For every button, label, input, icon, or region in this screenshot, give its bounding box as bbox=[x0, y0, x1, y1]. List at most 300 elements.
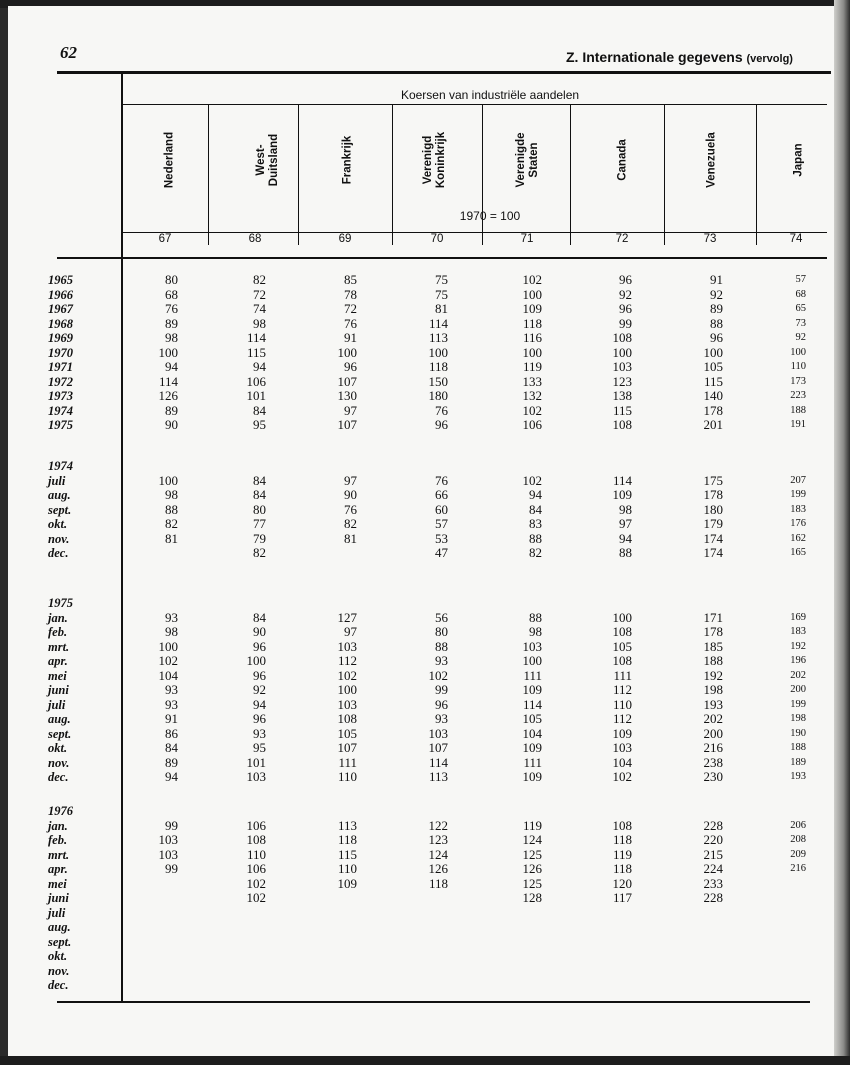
table-cell: 107 bbox=[337, 740, 357, 755]
table-cell: 233 bbox=[703, 875, 723, 891]
table-cell: 96 bbox=[435, 696, 448, 712]
table-cell: 80 bbox=[165, 272, 178, 287]
table-cell: 125 bbox=[522, 846, 542, 862]
table-cell: 109 bbox=[522, 740, 542, 755]
table-cell: 101 bbox=[246, 388, 266, 403]
row-label: 1976 bbox=[48, 804, 73, 818]
table-cell bbox=[766, 949, 806, 964]
table-cell: 162 bbox=[790, 532, 806, 544]
table-cell: 174 bbox=[703, 530, 723, 546]
table-cell: 100 bbox=[612, 344, 632, 360]
table-cell: 93 bbox=[253, 725, 266, 741]
rule-col-2 bbox=[298, 105, 299, 245]
table-cell: 116 bbox=[522, 330, 542, 345]
table-cell bbox=[683, 804, 723, 819]
table-cell bbox=[502, 920, 542, 935]
table-cell: 193 bbox=[790, 771, 806, 782]
table-cell: 126 bbox=[522, 861, 542, 876]
table-cell: 114 bbox=[612, 472, 632, 488]
row-label: sept. bbox=[48, 934, 72, 949]
table-cell: 114 bbox=[246, 330, 266, 345]
table-cell: 228 bbox=[703, 890, 723, 905]
table-cell: 202 bbox=[703, 711, 723, 726]
row-label: 1970 bbox=[48, 345, 73, 360]
table-cell bbox=[408, 596, 448, 611]
table-cell: 94 bbox=[165, 769, 178, 784]
table-cell: 118 bbox=[612, 832, 632, 847]
table-cell: 178 bbox=[703, 402, 723, 418]
table-cell: 103 bbox=[612, 359, 632, 374]
table-cell: 89 bbox=[165, 315, 178, 331]
table-cell bbox=[317, 935, 357, 950]
row-label: 1971 bbox=[48, 360, 73, 374]
table-cell: 115 bbox=[703, 373, 723, 389]
table-cell: 93 bbox=[435, 653, 448, 668]
table-cell: 83 bbox=[529, 516, 542, 531]
table-cell: 88 bbox=[435, 638, 448, 654]
table-cell: 206 bbox=[790, 819, 806, 831]
table-cell: 124 bbox=[428, 846, 448, 862]
table-cell bbox=[138, 891, 178, 906]
table-cell: 102 bbox=[522, 472, 542, 488]
table-cell: 238 bbox=[703, 754, 723, 770]
row-label: dec. bbox=[48, 978, 69, 992]
table-cell bbox=[592, 920, 632, 935]
table-cell: 110 bbox=[337, 861, 357, 876]
table-cell: 99 bbox=[619, 315, 632, 331]
table-cell bbox=[592, 964, 632, 979]
table-cell: 93 bbox=[165, 696, 178, 712]
table-cell: 103 bbox=[428, 725, 448, 741]
table-cell: 88 bbox=[529, 530, 542, 546]
table-cell: 104 bbox=[158, 667, 178, 683]
table-cell: 96 bbox=[710, 330, 723, 345]
table-cell bbox=[766, 964, 806, 979]
table-cell: 114 bbox=[158, 373, 178, 389]
table-cell: 208 bbox=[790, 834, 806, 845]
table-cell bbox=[226, 935, 266, 950]
table-cell: 113 bbox=[428, 330, 448, 345]
table-cell: 106 bbox=[246, 817, 266, 833]
table-cell bbox=[502, 949, 542, 964]
table-cell: 209 bbox=[790, 848, 806, 860]
rule-header-bottom bbox=[57, 257, 827, 259]
table-cell: 108 bbox=[612, 624, 632, 639]
value-column bbox=[592, 804, 632, 993]
table-cell: 98 bbox=[165, 624, 178, 639]
table-cell: 185 bbox=[703, 638, 723, 654]
table-cell bbox=[226, 906, 266, 921]
table-cell: 100 bbox=[158, 344, 178, 360]
table-cell: 92 bbox=[253, 682, 266, 697]
group-header: Koersen van industriële aandelen bbox=[400, 88, 580, 102]
table-cell: 100 bbox=[158, 638, 178, 654]
table-cell: 82 bbox=[253, 272, 266, 287]
col-header-verenigd-koninkrijk: Verenigd Koninkrijk bbox=[422, 131, 447, 189]
table-cell: 109 bbox=[337, 875, 357, 891]
table-cell: 103 bbox=[246, 769, 266, 784]
table-cell: 76 bbox=[435, 402, 448, 418]
row-label: dec. bbox=[48, 546, 69, 560]
row-label: 1973 bbox=[48, 389, 73, 403]
table-cell: 112 bbox=[612, 682, 632, 697]
table-cell: 72 bbox=[253, 286, 266, 302]
row-label: juli bbox=[48, 905, 66, 920]
col-number: 69 bbox=[338, 233, 352, 245]
table-cell bbox=[502, 935, 542, 950]
table-cell: 102 bbox=[522, 402, 542, 418]
col-header-west-duitsland: West-Duitsland bbox=[255, 133, 280, 187]
row-label: juni bbox=[48, 683, 69, 697]
row-label: dec. bbox=[48, 770, 69, 784]
table-cell bbox=[138, 596, 178, 611]
col-header-nederland: Nederland bbox=[163, 131, 176, 189]
table-cell: 124 bbox=[522, 832, 542, 847]
table-cell: 100 bbox=[337, 344, 357, 360]
table-cell: 108 bbox=[612, 653, 632, 668]
table-cell bbox=[592, 935, 632, 950]
table-cell bbox=[683, 906, 723, 921]
table-cell bbox=[408, 978, 448, 993]
table-cell bbox=[408, 906, 448, 921]
table-cell: 97 bbox=[619, 516, 632, 531]
table-cell: 114 bbox=[522, 696, 542, 712]
table-cell: 82 bbox=[165, 516, 178, 531]
table-cell: 66 bbox=[435, 487, 448, 502]
row-labels bbox=[48, 459, 113, 561]
table-cell bbox=[502, 964, 542, 979]
table-cell: 76 bbox=[344, 501, 357, 517]
table-cell: 175 bbox=[703, 472, 723, 488]
table-cell: 93 bbox=[165, 682, 178, 697]
value-column bbox=[592, 273, 632, 433]
table-cell: 96 bbox=[619, 272, 632, 287]
table-cell: 114 bbox=[428, 754, 448, 770]
col-number: 68 bbox=[248, 233, 262, 245]
table-cell bbox=[226, 920, 266, 935]
table-cell: 95 bbox=[253, 417, 266, 432]
row-label: jan. bbox=[48, 818, 68, 833]
table-cell: 68 bbox=[795, 288, 806, 300]
table-cell: 178 bbox=[703, 487, 723, 502]
row-label: 1974 bbox=[48, 403, 73, 418]
table-cell: 199 bbox=[790, 698, 806, 710]
table-cell: 107 bbox=[337, 417, 357, 432]
table-cell bbox=[408, 949, 448, 964]
table-cell: 173 bbox=[790, 375, 806, 387]
table-cell: 98 bbox=[165, 487, 178, 502]
table-cell: 90 bbox=[344, 487, 357, 502]
value-column bbox=[766, 273, 806, 433]
table-cell: 100 bbox=[703, 344, 723, 360]
table-cell bbox=[408, 920, 448, 935]
scan-right-edge bbox=[834, 0, 850, 1065]
table-cell: 104 bbox=[522, 725, 542, 741]
table-cell bbox=[138, 949, 178, 964]
table-cell bbox=[138, 877, 178, 892]
table-cell bbox=[226, 949, 266, 964]
table-cell: 92 bbox=[795, 332, 806, 343]
table-cell bbox=[683, 459, 723, 474]
table-cell: 78 bbox=[344, 286, 357, 302]
table-cell bbox=[683, 935, 723, 950]
value-column bbox=[502, 459, 542, 561]
table-cell: 109 bbox=[612, 725, 632, 741]
rule-col-4 bbox=[482, 105, 483, 245]
table-cell: 96 bbox=[619, 301, 632, 316]
row-label: nov. bbox=[48, 963, 70, 978]
col-number: 72 bbox=[615, 233, 629, 245]
table-cell: 198 bbox=[703, 682, 723, 697]
table-cell: 119 bbox=[522, 817, 542, 833]
table-cell bbox=[592, 459, 632, 474]
table-cell bbox=[502, 906, 542, 921]
table-cell: 108 bbox=[612, 417, 632, 432]
row-label: aug. bbox=[48, 712, 71, 726]
table-cell: 97 bbox=[344, 624, 357, 639]
table-cell: 169 bbox=[790, 611, 806, 623]
table-cell: 103 bbox=[612, 740, 632, 755]
table-cell bbox=[683, 596, 723, 611]
table-cell: 95 bbox=[253, 740, 266, 755]
row-label: aug. bbox=[48, 920, 71, 934]
row-label: 1965 bbox=[48, 273, 73, 287]
table-cell: 200 bbox=[790, 684, 806, 695]
row-label: juni bbox=[48, 891, 69, 905]
table-cell: 176 bbox=[790, 518, 806, 529]
table-cell: 82 bbox=[253, 545, 266, 560]
table-cell: 127 bbox=[337, 609, 357, 625]
value-column bbox=[683, 273, 723, 433]
table-cell: 108 bbox=[337, 711, 357, 726]
table-cell: 100 bbox=[522, 286, 542, 302]
table-cell: 100 bbox=[246, 653, 266, 668]
table-cell: 57 bbox=[795, 274, 806, 285]
value-column bbox=[408, 596, 448, 785]
table-cell: 118 bbox=[612, 861, 632, 876]
table-cell: 75 bbox=[435, 286, 448, 302]
table-cell bbox=[408, 935, 448, 950]
table-cell bbox=[317, 546, 357, 561]
table-cell bbox=[138, 920, 178, 935]
table-cell: 100 bbox=[337, 682, 357, 697]
table-cell: 117 bbox=[612, 890, 632, 905]
table-cell: 106 bbox=[246, 861, 266, 876]
table-cell: 57 bbox=[435, 516, 448, 531]
table-cell bbox=[766, 804, 806, 819]
table-cell: 94 bbox=[253, 696, 266, 712]
table-cell: 96 bbox=[344, 359, 357, 374]
table-cell: 122 bbox=[428, 817, 448, 833]
table-cell: 189 bbox=[790, 756, 806, 768]
table-cell bbox=[683, 964, 723, 979]
base-year: 1970 = 100 bbox=[459, 209, 521, 223]
table-cell: 81 bbox=[165, 530, 178, 546]
row-labels bbox=[48, 804, 113, 993]
table-cell: 82 bbox=[529, 545, 542, 560]
table-cell: 119 bbox=[612, 846, 632, 862]
value-column bbox=[766, 804, 806, 993]
table-cell: 112 bbox=[612, 711, 632, 726]
table-cell: 216 bbox=[790, 863, 806, 874]
rule-group-header bbox=[122, 104, 827, 105]
table-cell: 86 bbox=[165, 725, 178, 741]
rule-col-3 bbox=[392, 105, 393, 245]
table-cell: 105 bbox=[522, 711, 542, 726]
table-cell: 125 bbox=[522, 875, 542, 891]
table-cell: 138 bbox=[612, 388, 632, 403]
value-column bbox=[408, 459, 448, 561]
col-header-verenigde-staten: Verenigde Staten bbox=[515, 132, 540, 188]
table-cell: 84 bbox=[253, 472, 266, 488]
table-cell: 171 bbox=[703, 609, 723, 625]
table-cell: 75 bbox=[435, 272, 448, 287]
row-label: mei bbox=[48, 668, 67, 683]
table-cell: 104 bbox=[612, 754, 632, 770]
table-cell bbox=[766, 891, 806, 906]
table-cell: 228 bbox=[703, 817, 723, 833]
table-cell: 133 bbox=[522, 373, 542, 389]
row-labels bbox=[48, 273, 113, 433]
value-column bbox=[317, 804, 357, 993]
table-cell: 110 bbox=[246, 846, 266, 862]
table-cell: 102 bbox=[158, 653, 178, 668]
row-label: 1967 bbox=[48, 302, 73, 316]
value-column bbox=[592, 459, 632, 561]
table-cell: 105 bbox=[703, 359, 723, 374]
table-cell: 119 bbox=[522, 359, 542, 374]
table-cell bbox=[766, 459, 806, 474]
table-cell: 84 bbox=[165, 740, 178, 755]
table-cell: 178 bbox=[703, 624, 723, 639]
table-cell: 150 bbox=[428, 373, 448, 389]
table-cell bbox=[226, 459, 266, 474]
table-cell: 88 bbox=[710, 315, 723, 331]
row-label: mrt. bbox=[48, 639, 70, 654]
rule-stub-divider bbox=[121, 72, 123, 1002]
value-column bbox=[683, 804, 723, 993]
col-number: 74 bbox=[789, 233, 803, 245]
table-cell: 105 bbox=[612, 638, 632, 654]
table-cell: 88 bbox=[529, 609, 542, 625]
table-cell: 193 bbox=[703, 696, 723, 712]
table-cell: 94 bbox=[253, 359, 266, 374]
row-label: 1975 bbox=[48, 418, 73, 432]
table-cell bbox=[408, 891, 448, 906]
table-cell bbox=[317, 964, 357, 979]
value-column bbox=[138, 459, 178, 561]
table-cell: 118 bbox=[522, 315, 542, 331]
table-cell: 132 bbox=[522, 388, 542, 403]
row-label: apr. bbox=[48, 654, 68, 668]
value-column bbox=[226, 804, 266, 993]
table-cell bbox=[138, 978, 178, 993]
table-cell: 113 bbox=[337, 817, 357, 833]
value-column bbox=[683, 596, 723, 785]
table-cell: 93 bbox=[435, 711, 448, 726]
value-column bbox=[408, 804, 448, 993]
page-number: 62 bbox=[60, 43, 77, 62]
table-cell: 202 bbox=[790, 669, 806, 681]
table-cell: 103 bbox=[522, 638, 542, 654]
value-column bbox=[317, 459, 357, 561]
chapter-continued: (vervolg) bbox=[746, 53, 793, 65]
row-label: 1975 bbox=[48, 596, 73, 610]
table-cell: 102 bbox=[337, 667, 357, 683]
table-cell: 201 bbox=[703, 417, 723, 432]
table-cell: 99 bbox=[165, 861, 178, 876]
table-cell: 126 bbox=[428, 861, 448, 876]
table-cell bbox=[138, 804, 178, 819]
table-cell: 99 bbox=[435, 682, 448, 697]
table-cell: 94 bbox=[165, 359, 178, 374]
table-cell: 106 bbox=[522, 417, 542, 432]
rule-col-7 bbox=[756, 105, 757, 245]
table-cell: 92 bbox=[619, 286, 632, 302]
value-column bbox=[138, 273, 178, 433]
table-cell: 188 bbox=[703, 653, 723, 668]
table-cell bbox=[683, 978, 723, 993]
table-cell: 108 bbox=[246, 832, 266, 847]
value-column bbox=[138, 804, 178, 993]
table-cell: 109 bbox=[522, 769, 542, 784]
table-cell bbox=[408, 459, 448, 474]
table-cell: 140 bbox=[703, 388, 723, 403]
table-cell: 77 bbox=[253, 516, 266, 531]
chapter-title: Z. Internationale gegevens bbox=[566, 49, 743, 65]
table-cell: 107 bbox=[428, 740, 448, 755]
row-label: 1966 bbox=[48, 287, 73, 302]
col-header-venezuela: Venezuela bbox=[705, 132, 718, 188]
table-cell: 192 bbox=[703, 667, 723, 683]
table-cell: 100 bbox=[612, 609, 632, 625]
table-cell bbox=[317, 596, 357, 611]
table-cell bbox=[502, 459, 542, 474]
rule-bottom bbox=[57, 1001, 810, 1003]
table-cell: 188 bbox=[790, 404, 806, 416]
table-cell: 126 bbox=[158, 388, 178, 403]
table-cell: 53 bbox=[435, 530, 448, 546]
table-cell: 84 bbox=[253, 609, 266, 625]
table-cell bbox=[502, 978, 542, 993]
value-column bbox=[766, 596, 806, 785]
table-cell: 80 bbox=[435, 624, 448, 639]
table-cell: 220 bbox=[703, 832, 723, 847]
row-label: mrt. bbox=[48, 847, 70, 862]
table-cell bbox=[317, 459, 357, 474]
table-cell: 111 bbox=[338, 754, 357, 770]
row-label: mei bbox=[48, 876, 67, 891]
rule-col-5 bbox=[570, 105, 571, 245]
table-cell: 84 bbox=[253, 487, 266, 502]
table-cell: 103 bbox=[158, 846, 178, 862]
table-cell: 56 bbox=[435, 609, 448, 625]
table-cell: 100 bbox=[428, 344, 448, 360]
rule-top bbox=[57, 71, 831, 74]
value-column bbox=[408, 273, 448, 433]
table-cell: 120 bbox=[612, 875, 632, 891]
table-cell: 94 bbox=[529, 487, 542, 502]
row-label: okt. bbox=[48, 517, 68, 531]
value-column bbox=[502, 596, 542, 785]
col-number: 70 bbox=[430, 233, 444, 245]
value-column bbox=[226, 459, 266, 561]
table-cell: 111 bbox=[523, 754, 542, 770]
table-cell: 223 bbox=[790, 390, 806, 401]
table-cell: 100 bbox=[522, 344, 542, 360]
table-cell: 123 bbox=[428, 832, 448, 847]
table-cell: 100 bbox=[158, 472, 178, 488]
